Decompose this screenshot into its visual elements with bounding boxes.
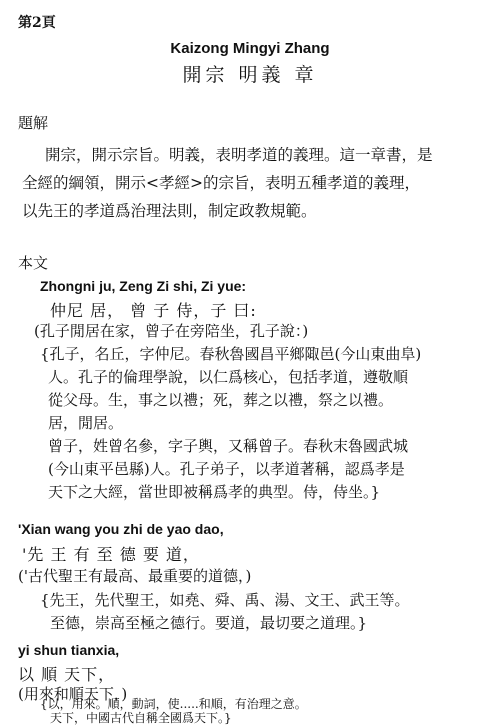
original-text-line: '先 王 有 至 德 要 道， [22, 545, 200, 564]
page-number: 第2頁 [18, 15, 56, 31]
pinyin-line: 'Xian wang you zhi de yao dao, [18, 521, 224, 537]
note-line: {先王，先代聖王，如堯、舜、禹、湯、文王、武王等。 [40, 591, 410, 609]
note-line: 天下之大經，當世即被稱爲孝的典型。侍，侍坐。} [48, 483, 381, 501]
original-text-line: 仲尼 居， 曾 子 侍，子 曰: [50, 301, 257, 320]
translation-line: (孔子閒居在家，曾子在旁陪坐，孔子說：) [34, 322, 309, 340]
explanation-line: 全經的綱領，開示<孝經>的宗旨，表明五種孝道的義理， [22, 174, 420, 192]
explanation-line: 以先王的孝道爲治理法則，制定政教規範。 [22, 202, 317, 220]
note-line: 天下，中國古代自稱全國爲天下。} [50, 711, 232, 725]
explanation-line: 開宗，開示宗旨。明義，表明孝道的義理。這一章書，是 [45, 146, 433, 164]
note-line: 至德，崇高至極之德行。要道，最切要之道理。} [50, 614, 368, 632]
chapter-title-chinese: 開宗 明義 章 [182, 64, 318, 86]
chapter-title-pinyin: Kaizong Mingyi Zhang [170, 40, 330, 57]
note-line: {以，用來。順，動詞，使.....和順，有治理之意。 [40, 697, 307, 711]
pinyin-line: yi shun tianxia, [18, 642, 120, 658]
note-line: 從父母。生，事之以禮；死，葬之以禮，祭之以禮。 [48, 391, 394, 409]
pinyin-line: Zhongni ju, Zeng Zi shi, Zi yue: [40, 278, 247, 294]
explanation-heading: 題解 [18, 114, 49, 132]
text-heading: 本文 [18, 254, 49, 272]
note-line: 曾子，姓曾名參，字子輿，又稱曾子。春秋末魯國武城 [48, 437, 409, 455]
original-text-line: 以 順 天下， [18, 665, 116, 684]
note-line: 人。孔子的倫理學說，以仁爲核心，包括孝道，遵敬順 [48, 368, 409, 386]
translation-line: ('古代聖王有最高、最重要的道德，) [18, 567, 252, 585]
translation-line: (用來和順天下，) [18, 685, 128, 703]
note-line: {孔子，名丘，字仲尼。春秋魯國昌平鄉陬邑(今山東曲阜) [40, 345, 422, 363]
note-line: (今山東平邑縣)人。孔子弟子，以孝道著稱，認爲孝是 [48, 460, 405, 478]
note-line: 居，閒居。 [48, 414, 124, 432]
